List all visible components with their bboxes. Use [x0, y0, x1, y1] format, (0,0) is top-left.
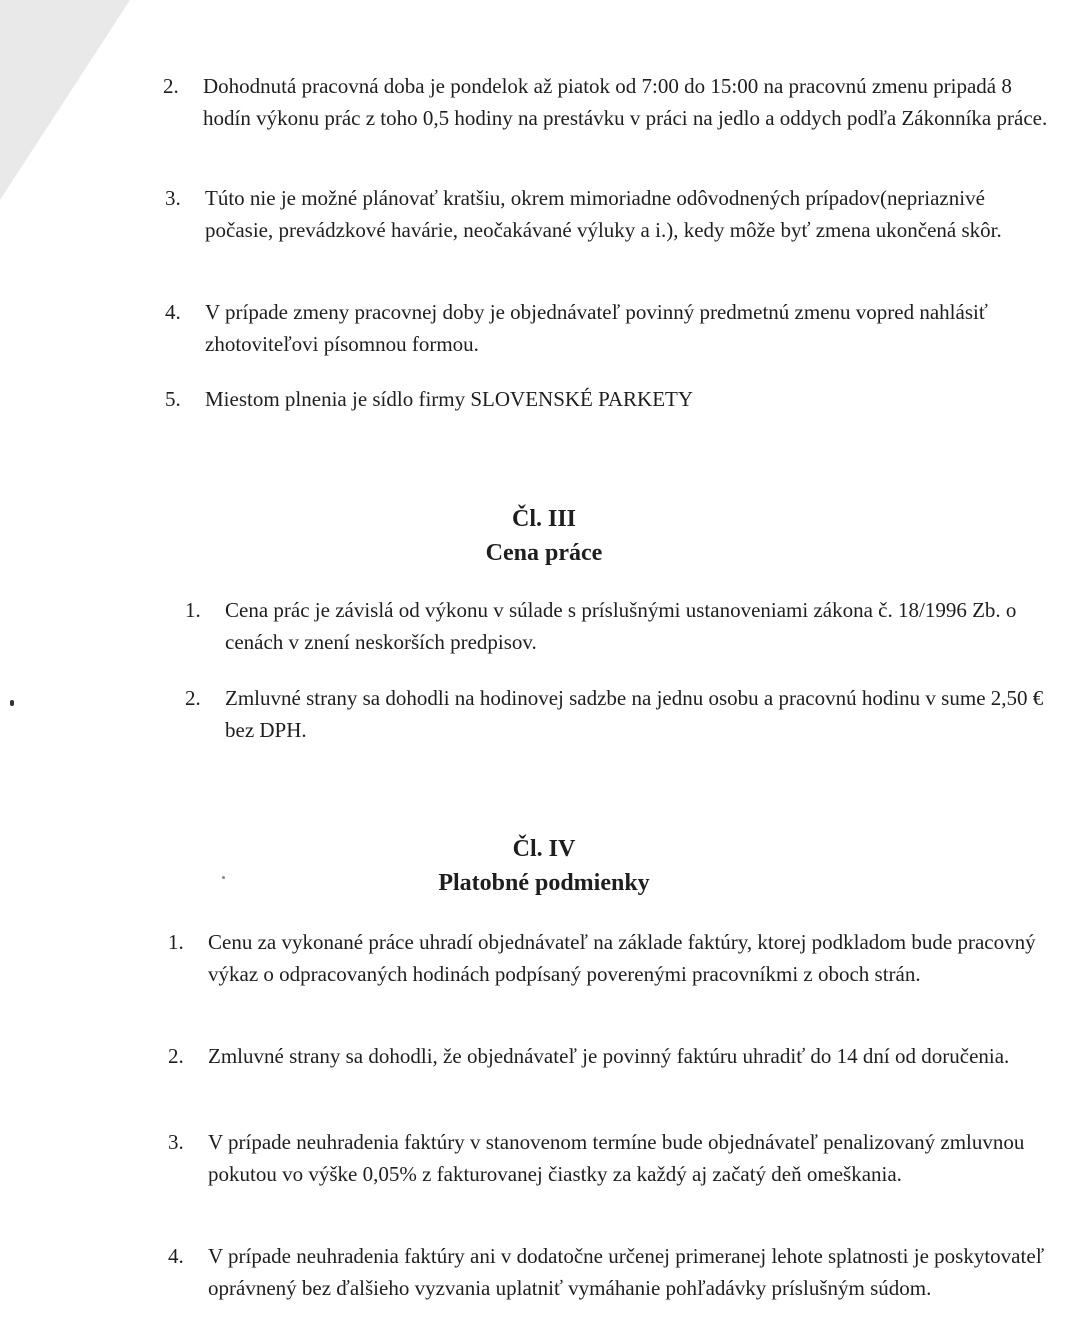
- list-item-text: Zmluvné strany sa dohodli na hodinovej sadzbe na jednu osobu a pracovnú hodinu v sume 2,50 € bez DPH.: [225, 686, 1044, 742]
- list-item: [168, 1040, 1048, 1072]
- list-item-text: Cenu za vykonané práce uhradí objednávateľ na základe faktúry, ktorej podkladom bude pracovný výkaz o odpracovaných hodinách podpísaný poverenými pracovníkmi z oboch strán.: [208, 930, 1036, 986]
- list-item-number: 4.: [165, 300, 181, 324]
- article-title: Platobné podmienky: [438, 870, 650, 896]
- list-item-text: V prípade zmeny pracovnej doby je objednávateľ povinný predmetnú zmenu vopred nahlásiť zhotoviteľovi písomnou formou.: [205, 300, 988, 356]
- article-number: Čl. III: [511, 506, 577, 532]
- list-item: [168, 1126, 1073, 1190]
- list-item-text: Túto nie je možné plánovať kratšiu, okrem mimoriadne odôvodnených prípadov(nepriaznivé počasie, prevádzkové havárie, neočakávané výluky a i.), kedy môže byť zmena ukončená skôr.: [205, 186, 1002, 242]
- list-item-text: Zmluvné strany sa dohodli, že objednávateľ je povinný faktúru uhradiť do 14 dní od doručenia.: [208, 1044, 1010, 1068]
- list-item-text: V prípade neuhradenia faktúry v stanovenom termíne bude objednávateľ penalizovaný zmluvnou pokutou vo výške 0,05% z fakturovanej čiastky za každý aj začatý deň omeškania.: [208, 1130, 1025, 1186]
- list-item-text: Dohodnutá pracovná doba je pondelok až piatok od 7:00 do 15:00 na pracovnú zmenu pripadá 8 hodín výkonu prác z toho 0,5 hodiny na prestávku v práci na jedlo a oddych podľa Zákonníka práce.: [203, 74, 1048, 130]
- list-item-number: 3.: [165, 186, 181, 210]
- list-item-number: 1.: [185, 598, 201, 622]
- list-item-number: 5.: [165, 387, 181, 411]
- list-item-text: Miestom plnenia je sídlo firmy SLOVENSKÉ PARKETY: [205, 387, 694, 411]
- scan-speck: [10, 700, 14, 706]
- list-item: [185, 594, 1045, 658]
- list-item-text: V prípade neuhradenia faktúry ani v dodatočne určenej primeranej lehote splatnosti je poskytovateľ oprávnený bez ďalšieho vyzvania uplatniť vymáhanie pohľadávky príslušným súdom.: [208, 1244, 1045, 1300]
- article-title: Cena práce: [485, 540, 603, 566]
- list-item: [165, 182, 1045, 246]
- scan-edge-shadow: [0, 0, 130, 200]
- list-item-number: 1.: [168, 930, 184, 954]
- list-item-number: 2.: [168, 1044, 184, 1068]
- list-item-number: 4.: [168, 1244, 184, 1268]
- list-item-number: 3.: [168, 1130, 184, 1154]
- list-item: [163, 70, 1063, 134]
- list-item: [168, 1240, 1068, 1304]
- list-item: [165, 296, 1065, 360]
- list-item-number: 2.: [163, 74, 179, 98]
- list-item-text: Cena prác je závislá od výkonu v súlade s príslušnými ustanoveniami zákona č. 18/1996 Zb. o cenách v znení neskorších predpisov.: [225, 598, 1017, 654]
- list-item: [165, 383, 1065, 415]
- list-item: [185, 682, 1065, 746]
- list-item-number: 2.: [185, 686, 201, 710]
- list-item: [168, 926, 1068, 990]
- article-number: Čl. IV: [512, 836, 576, 862]
